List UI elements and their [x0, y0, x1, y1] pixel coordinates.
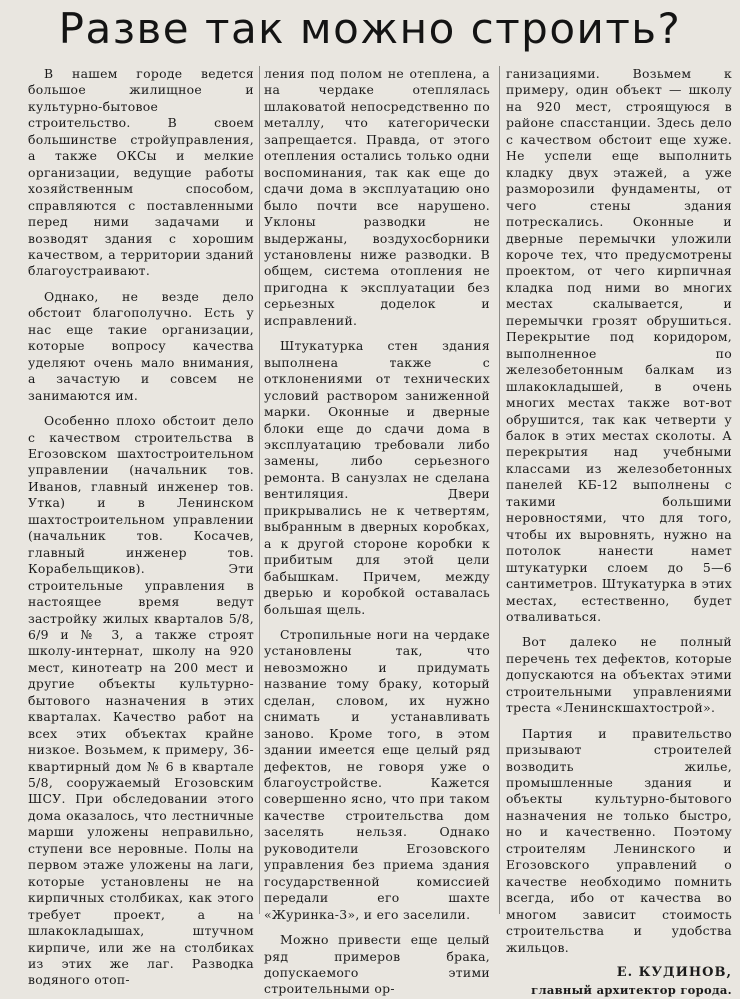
paragraph: Можно привести еще целый ряд примеров брака, допускаемого этими строительными ор- — [264, 932, 490, 997]
paragraph: Однако, не везде дело обстоит благополучно. Есть у нас еще такие организации, которые вопросу качества уделяют очень мало внимания, а зачастую и совсем не занимаются им. — [28, 288, 254, 403]
paragraph: Стропильные ноги на чердаке установлены так, что невозможно и придумать название тому браку, который сделан, словом, их нужно снимать и устанавливать заново. Кроме того, в этом здании имеется еще целый ряд дефектов, не говоря уже о благоустройстве. Кажется совершенно ясно, что при таком качестве строительства дом заселять нельзя. Однако руководители Егозовского управления без приема здания государственной комиссией передали его шахте «Журинка-3», и его заселили. — [264, 626, 490, 922]
article-column-1 — [28, 66, 254, 988]
paragraph: В нашем городе ведется большое жилищное и культурно-бытовое строительство. В своем большинстве стройуправления, а также ОКСы и мелкие организации, ведущие работы хозяйственным способом, справляются с поставленными перед ними задачами и возводят здания с хорошим качеством, а территории зданий благоустраивают. — [28, 66, 254, 279]
paragraph: ления под полом не отеплена, а на чердаке отеплялась шлаковатой непосредственно по металлу, что категорически запрещается. Правда, от этого отепления остались только одни воспоминания, так как еще до сдачи дома в эксплуатацию оно было почти все нарушено. Уклоны разводки не выдержаны, воздухосборники установлены ниже разводки. В общем, система отопления не пригодна к эксплуатации без серьезных доделок и исправлений. — [264, 66, 490, 328]
author-name: Е. КУДИНОВ, — [616, 965, 732, 981]
column-divider — [499, 66, 500, 914]
article-column-3 — [506, 66, 732, 998]
column-divider — [259, 66, 260, 914]
paragraph: Штукатурка стен здания выполнена также с отклонениями от технических условий раствором заниженной марки. Оконные и дверные блоки еще до сдачи дома в эксплуатацию требовали либо замены, либо серьезного ремонта. В санузлах не сделана вентиляция. Двери прикрывались не к четвертям, выбранным в дверных коробках, а к другой стороне коробки к прибитым для этой цели бабышкам. Причем, между дверью и коробкой оставалась большая щель. — [264, 338, 490, 617]
paragraph: Особенно плохо обстоит дело с качеством строительства в Егозовском шахтостроительном управлении (начальник тов. Иванов, главный инженер тов. Утка) и в Ленинском шахтостроительном управлении (начальник тов. Косачев, главный инженер тов. Корабельщиков). Эти строительные управления в настоящее время ведут застройку жилых кварталов 5/8, 6/9 и № 3, а также строят школу-интернат, школу на 920 мест, кинотеатр на 200 мест и другие объекты культурно-бытового назначения в этих кварталах. Качество работ на всех этих объектах крайне низкое. Возьмем, к примеру, 36-квартирный дом № 6 в квартале 5/8, сооружаемый Егозовским ШСУ. При обследовании этого дома оказалось, что лестничные марши уложены неправильно, ступени все неровные. Полы на первом этаже уложены на лаги, которые установлены не на кирпичных столбиках, как этого требует проект, а на шлакокладышах, штучном кирпиче, или же на столбиках из этих же лаг. Разводка водяного отоп- — [28, 413, 254, 988]
paragraph: ганизациями. Возьмем к примеру, один объект — школу на 920 мест, строящуюся в районе спасстанции. Здесь дело с качеством обстоит еще хуже. Не успели еще выполнить кладку двух этажей, а уже разморозили фундаменты, от чего стены здания потрескались. Оконные и дверные перемычки уложили короче тех, что предусмотрены проектом, от чего кирпичная кладка под ними во многих местах скалывается, и перемычки грозят обрушиться. Перекрытие под коридором, выполненное по железобетонным балкам из шлакокладышей, в очень многих местах также вот-вот обрушится, так как четверти у балок в этих местах сколоты. А перекрытия над учебными классами из железобетонных панелей КБ-12 выполнены с такими большими неровностями, что для того, чтобы их выровнять, нужно на потолок нанести намет штукатурки слоем до 5—6 сантиметров. Штукатурка в этих местах, естественно, будет отваливаться. — [506, 66, 732, 624]
article-headline: Разве так можно строить? — [58, 4, 682, 53]
author-title: главный архитектор города. — [531, 983, 732, 998]
paragraph: Партия и правительство призывают строителей возводить жилье, промышленные здания и объекты культурно-бытового назначения не только быстро, но и качественно. Поэтому строителям Ленинского и Егозовского управлений о качестве необходимо помнить всегда, ибо от качества во многом зависит стоимость строительства и удобства жильцов. — [506, 725, 732, 955]
article-column-2 — [264, 66, 490, 997]
paragraph: Вот далеко не полный перечень тех дефектов, которые допускаются на объектах этими строительными управлениями треста «Ленинскшахтострой». — [506, 634, 732, 716]
